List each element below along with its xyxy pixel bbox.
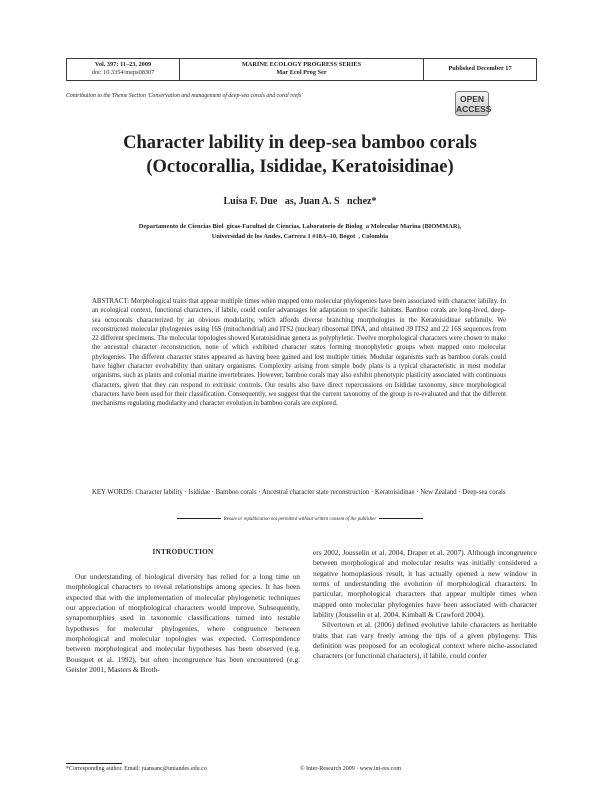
open-access-logo [455,91,492,116]
keywords: KEY WORDS: Character lability · Isididae · Bamboo corals · Ancestral character state reconstruction · Keratoisidinae · New Zealand · Deep-sea corals [92,489,506,496]
resale-text: Resale or republication not permitted without written consent of the publisher [223,517,377,522]
introduction-heading: INTRODUCTION [152,548,214,556]
open-access-line2: ACCESS [456,104,492,114]
published-date: Published December 17 [448,65,512,72]
corresponding-author-footnote: *Corresponding author. Email: juansanc@uniandes.edu.co [66,766,207,772]
journal-abbrev: Mar Ecol Prog Ser [276,69,327,76]
header-center-box [180,58,424,81]
resale-notice [100,517,500,522]
paragraph: ers 2002, Jousselin et al. 2004, Draper et al. 2007). Although incongruence between morphological and molecular results was initially considered a negative homoplasious result, it has actually opened a new window in terms of understanding the evolution of morphological characters. In particular, morphological characters that appear multiple times when mapped onto molecular phylogenies have been associated with character lability (Jousselin et al. 2004, Kimball & Crawford 2004). [313,548,537,620]
divider [177,518,221,519]
affiliation-line1: Departamento de Ciencias Biol gicas-Facultad de Ciencias, Laboratorio de Biolog a Molecular Marina (BIOMMAR), [138,223,462,230]
volume-info: Vol. 397: 11–23, 2009 [94,61,152,68]
paragraph: Silvertown et al. (2006) defined evolutive labile characters as heritable traits that can vary freely among the tips of a given phylogeny. This definition was proposed for an ecological context where niche-associated characters (or functional characters), if labile, could confer [313,620,537,661]
authors: Luisa F. Due as, Juan A. S nchez* [223,196,377,207]
theme-section-note: Contribution to the Theme Section 'Conservation and management of deep-sea corals and coral reefs' [66,93,303,99]
title-line1: Character lability in deep-sea bamboo corals [123,133,477,153]
open-access-line1: OPEN [459,94,485,104]
title-line2: (Octocorallia, Isididae, Keratoisidinae) [146,157,454,177]
footnote-divider [66,763,122,764]
copyright: © Inter-Research 2009 · www.int-res.com [300,766,402,772]
divider [379,518,423,519]
affiliation-line2: Universidad de los Andes, Carrera 1 #18A–10, Bogot , Colombia [211,233,389,240]
body-column-left [66,572,300,675]
header-right-box [424,58,537,81]
doi-info: doi: 10.3354/meps08307 [91,69,155,76]
body-column-right [313,548,537,662]
article-title [60,131,540,179]
paragraph: Our understanding of biological diversity has relied for a long time on morphological characters to reveal relationships among species. It has been expected that with the implementation of molecular phylogenetic techniques our appreciation of morphological characters would improve. Subsequently, synapomorphies used in taxonomic classifications turned into testable hypotheses for molecular phylogenies, where congruence between morphological and molecular topologies was expected. Correspondence between morphological and molecular hypotheses has been observed (e.g. Bousquet et al. 1992), but often incongruence has been encountered (e.g. Geisler 2001, Masters & Broth- [66,572,300,675]
abstract: ABSTRACT: Morphological traits that appear multiple times when mapped onto molecular phylogenies have been associated with character lability. In an ecological context, functional characters, if labile, could confer advantages for adaptation to specific habitats. Bamboo corals are long-lived, deep-sea octocorals characterized by an obvious modularity, which affords diverse branching morphologies in the Keratoisidinae subfamily. We reconstructed molecular phylogenies using 16S (mitochondrial) and ITS2 (nuclear) ribosomal DNA, and obtained 39 ITS2 and 22 16S sequences from 22 different specimens. The molecular topologies showed Keratoisidinae genera as polyphyletic. Twelve morphological characters were chosen to make the ancestral character reconstruction, none of which exhibited character states forming monophyletic groups when mapped onto molecular phylogenies. The different character states appeared as having been gained and lost multiple times. Modular organisms such as bamboo corals could have higher character evolvability than unitary organisms. Complexity arising from simple body plans is a typical characteristic in most modular organisms, such as plants and colonial marine invertebrates. However, bamboo corals may also exhibit phenotypic plasticity associated with continuous characters, given that they can respond to extrinsic controls. Our results also have direct repercussions on Isididae taxonomy, since morphological characters have been used for their classification. Consequently, we suggest that the current taxonomy of the group is re-evaluated and that the different mechanisms regulating modularity and character evolution in bamboo corals are explored. [92,298,506,408]
journal-name: MARINE ECOLOGY PROGRESS SERIES [241,61,362,68]
header-left-box [66,58,180,81]
affiliation [80,222,520,242]
